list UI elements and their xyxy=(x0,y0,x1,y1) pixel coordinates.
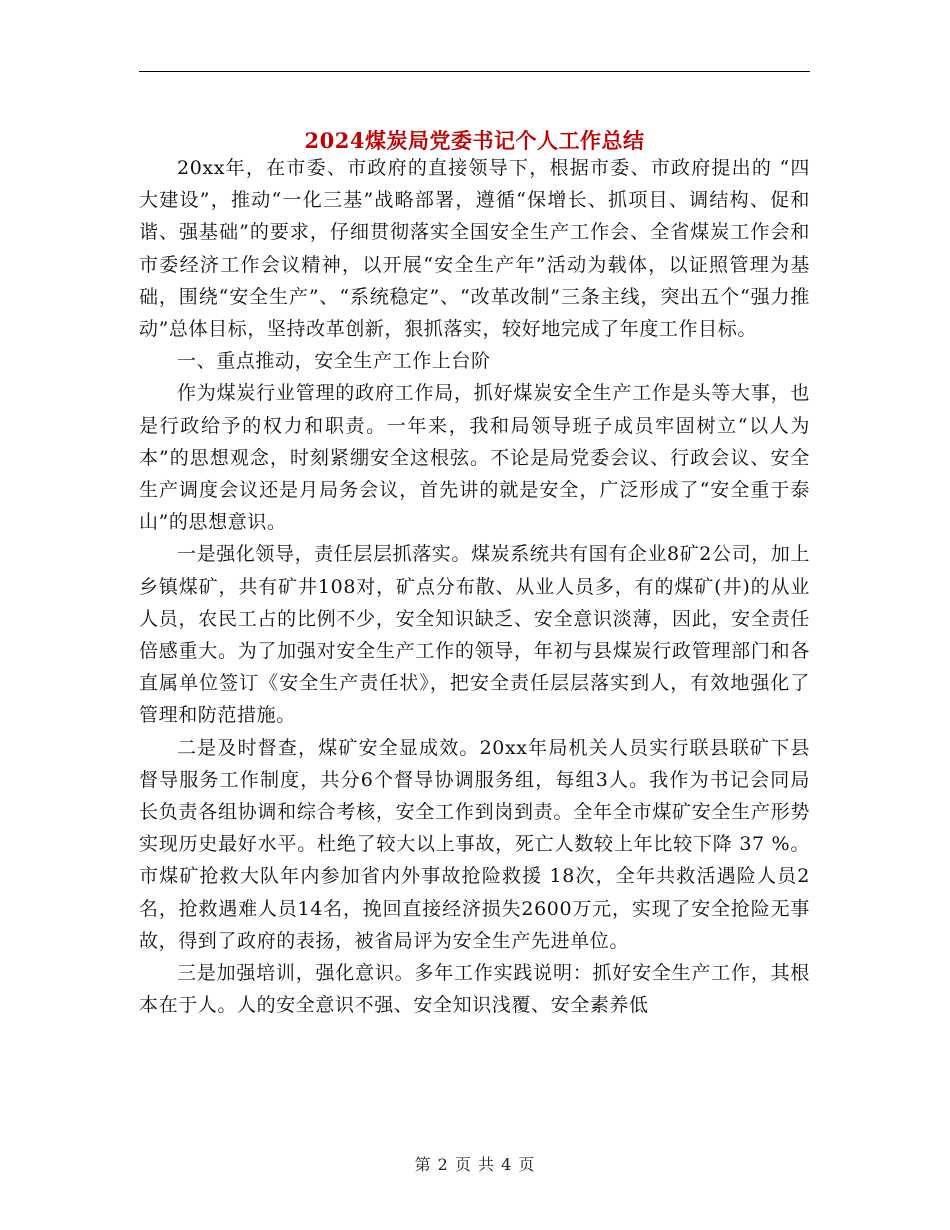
header-rule xyxy=(139,71,810,72)
paragraph-responsibility: 作为煤炭行业管理的政府工作局，抓好煤炭安全生产工作是头等大事，也是行政给予的权力和职责。一年来，我和局领导班子成员牢固树立“以人为本”的思想观念，时刻紧绷安全这根弦。不论是局党委会议、行政会议、安全生产调度会议还是月局务会议，首先讲的就是安全，广泛形成了“安全重于泰山”的思想意识。 xyxy=(139,382,810,534)
document-title: 2024煤炭局党委书记个人工作总结 xyxy=(304,128,645,154)
paragraph-leadership: 一是强化领导，责任层层抓落实。煤炭系统共有国有企业8矿2公司，加上乡镇煤矿，共有矿井108对，矿点分布散、从业人员多，有的煤矿(井)的从业人员，农民工占的比例不少，安全知识缺乏、安全意识淡薄，因此，安全责任倍感重大。为了加强对安全生产工作的领导，年初与县煤炭行政管理部门和各直属单位签订《安全生产责任状》，把安全责任层层落实到人，有效地强化了管理和防范措施。 xyxy=(139,543,810,727)
section-heading: 一、重点推动，安全生产工作上台阶 xyxy=(177,350,491,373)
paragraph-intro: 20xx年，在市委、市政府的直接领导下，根据市委、市政府提出的 “四大建设”，推动“一化三基”战略部署，遵循“保增长、抓项目、调结构、促和谐、强基础”的要求，仔细贯彻落实全国安全生产工作会、全省煤炭工作会和市委经济工作会议精神，以开展“安全生产年”活动为载体，以证照管理为基础，围绕“安全生产”、“系统稳定”、“改革改制”三条主线，突出五个“强力推动”总体目标，坚持改革创新，狠抓落实，较好地完成了年度工作目标。 xyxy=(139,157,810,341)
page-number: 第 2 页 共 4 页 xyxy=(414,1155,536,1174)
document-body xyxy=(139,152,810,1021)
paragraph-supervision: 二是及时督查，煤矿安全显成效。20xx年局机关人员实行联县联矿下县督导服务工作制度，共分6个督导协调服务组，每组3人。我作为书记会同局长负责各组协调和综合考核，安全工作到岗到责。全年全市煤矿安全生产形势实现历史最好水平。杜绝了较大以上事故，死亡人数较上年比较下降 37 %。市煤矿抢救大队年内参加省内外事故抢险救援 18次，全年共救活遇险人员2名，抢救遇难人员14名，挽回直接经济损失2600万元，实现了安全抢险无事故，得到了政府的表扬，被省局评为安全生产先进单位。 xyxy=(139,736,810,952)
paragraph-training: 三是加强培训，强化意识。多年工作实践说明：抓好安全生产工作，其根本在于人。人的安全意识不强、安全知识浅覆、安全素养低 xyxy=(139,962,810,1017)
